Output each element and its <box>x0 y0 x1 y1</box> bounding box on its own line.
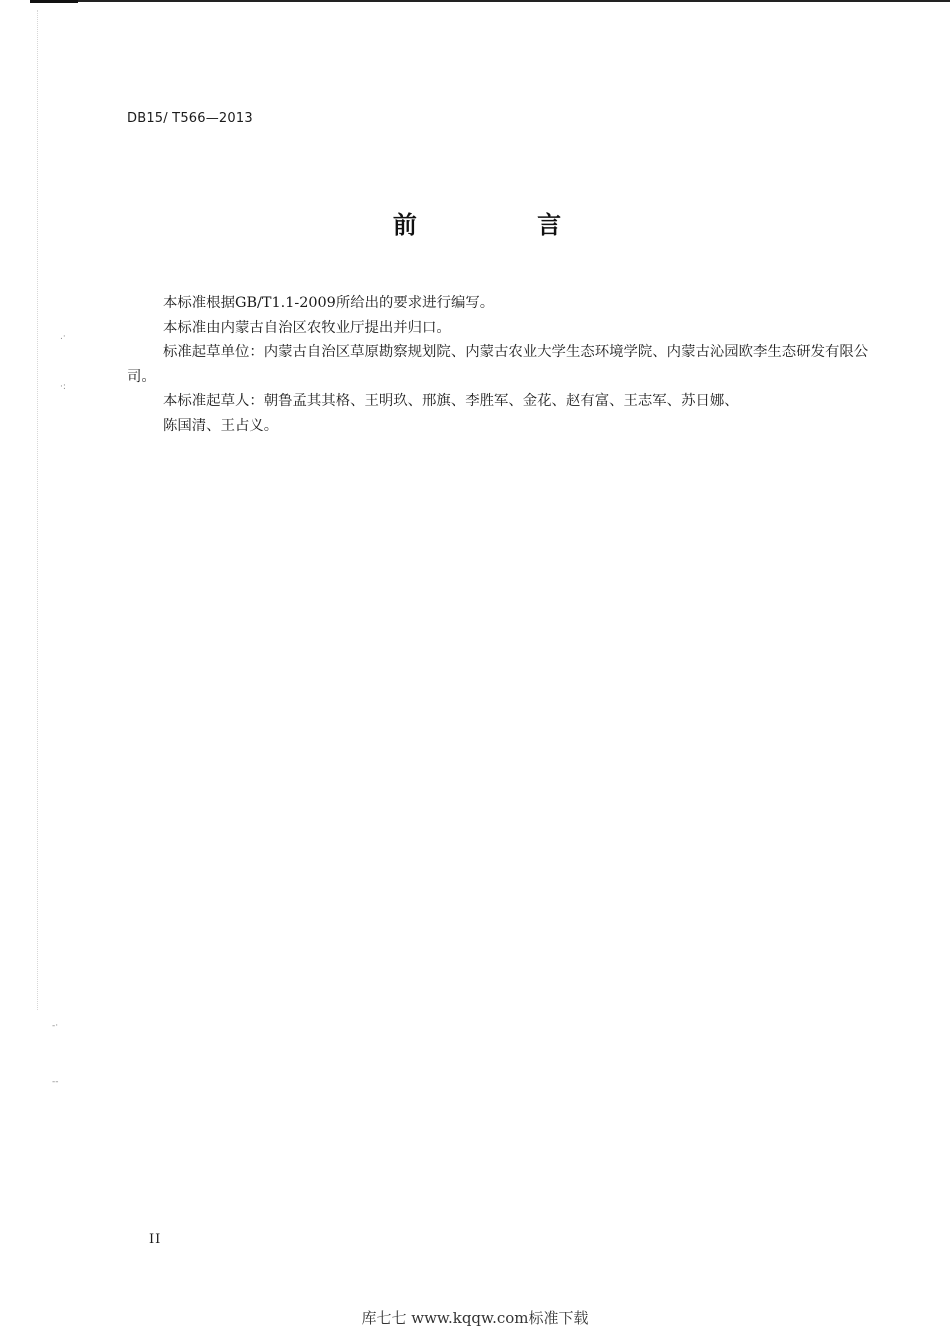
scan-speck: -- <box>52 1077 59 1087</box>
foreword-body <box>127 291 887 438</box>
document-code: DB15/ T566—2013 <box>127 111 253 126</box>
paragraph-drafters: 本标准起草人：朝鲁孟其其格、王明玖、邢旗、李胜军、金花、赵有富、王志军、苏日娜、 <box>163 393 739 409</box>
page-title: 前 言 <box>392 211 618 239</box>
scan-speck: -· <box>52 1021 59 1031</box>
scan-speck: .· <box>60 332 66 342</box>
scan-edge-line <box>37 10 38 1010</box>
footer-watermark: 库七七 www.kqqw.com标准下载 <box>361 1309 589 1327</box>
paragraph-standard-basis: 本标准根据GB/T1.1-2009所给出的要求进行编写。 <box>163 295 495 311</box>
top-border-tick <box>30 0 78 3</box>
top-border-line <box>32 0 950 2</box>
page-number: II <box>149 1232 162 1247</box>
paragraph-drafters-continued: 陈国清、王占义。 <box>163 417 279 434</box>
paragraph-proposer: 本标准由内蒙古自治区农牧业厅提出并归口。 <box>163 319 451 336</box>
paragraph-drafting-units: 标准起草单位：内蒙古自治区草原勘察规划院、内蒙古农业大学生态环境学院、内蒙古沁园欧李生态研发有限公司。 <box>127 344 869 385</box>
scan-speck: ·: <box>60 382 66 392</box>
